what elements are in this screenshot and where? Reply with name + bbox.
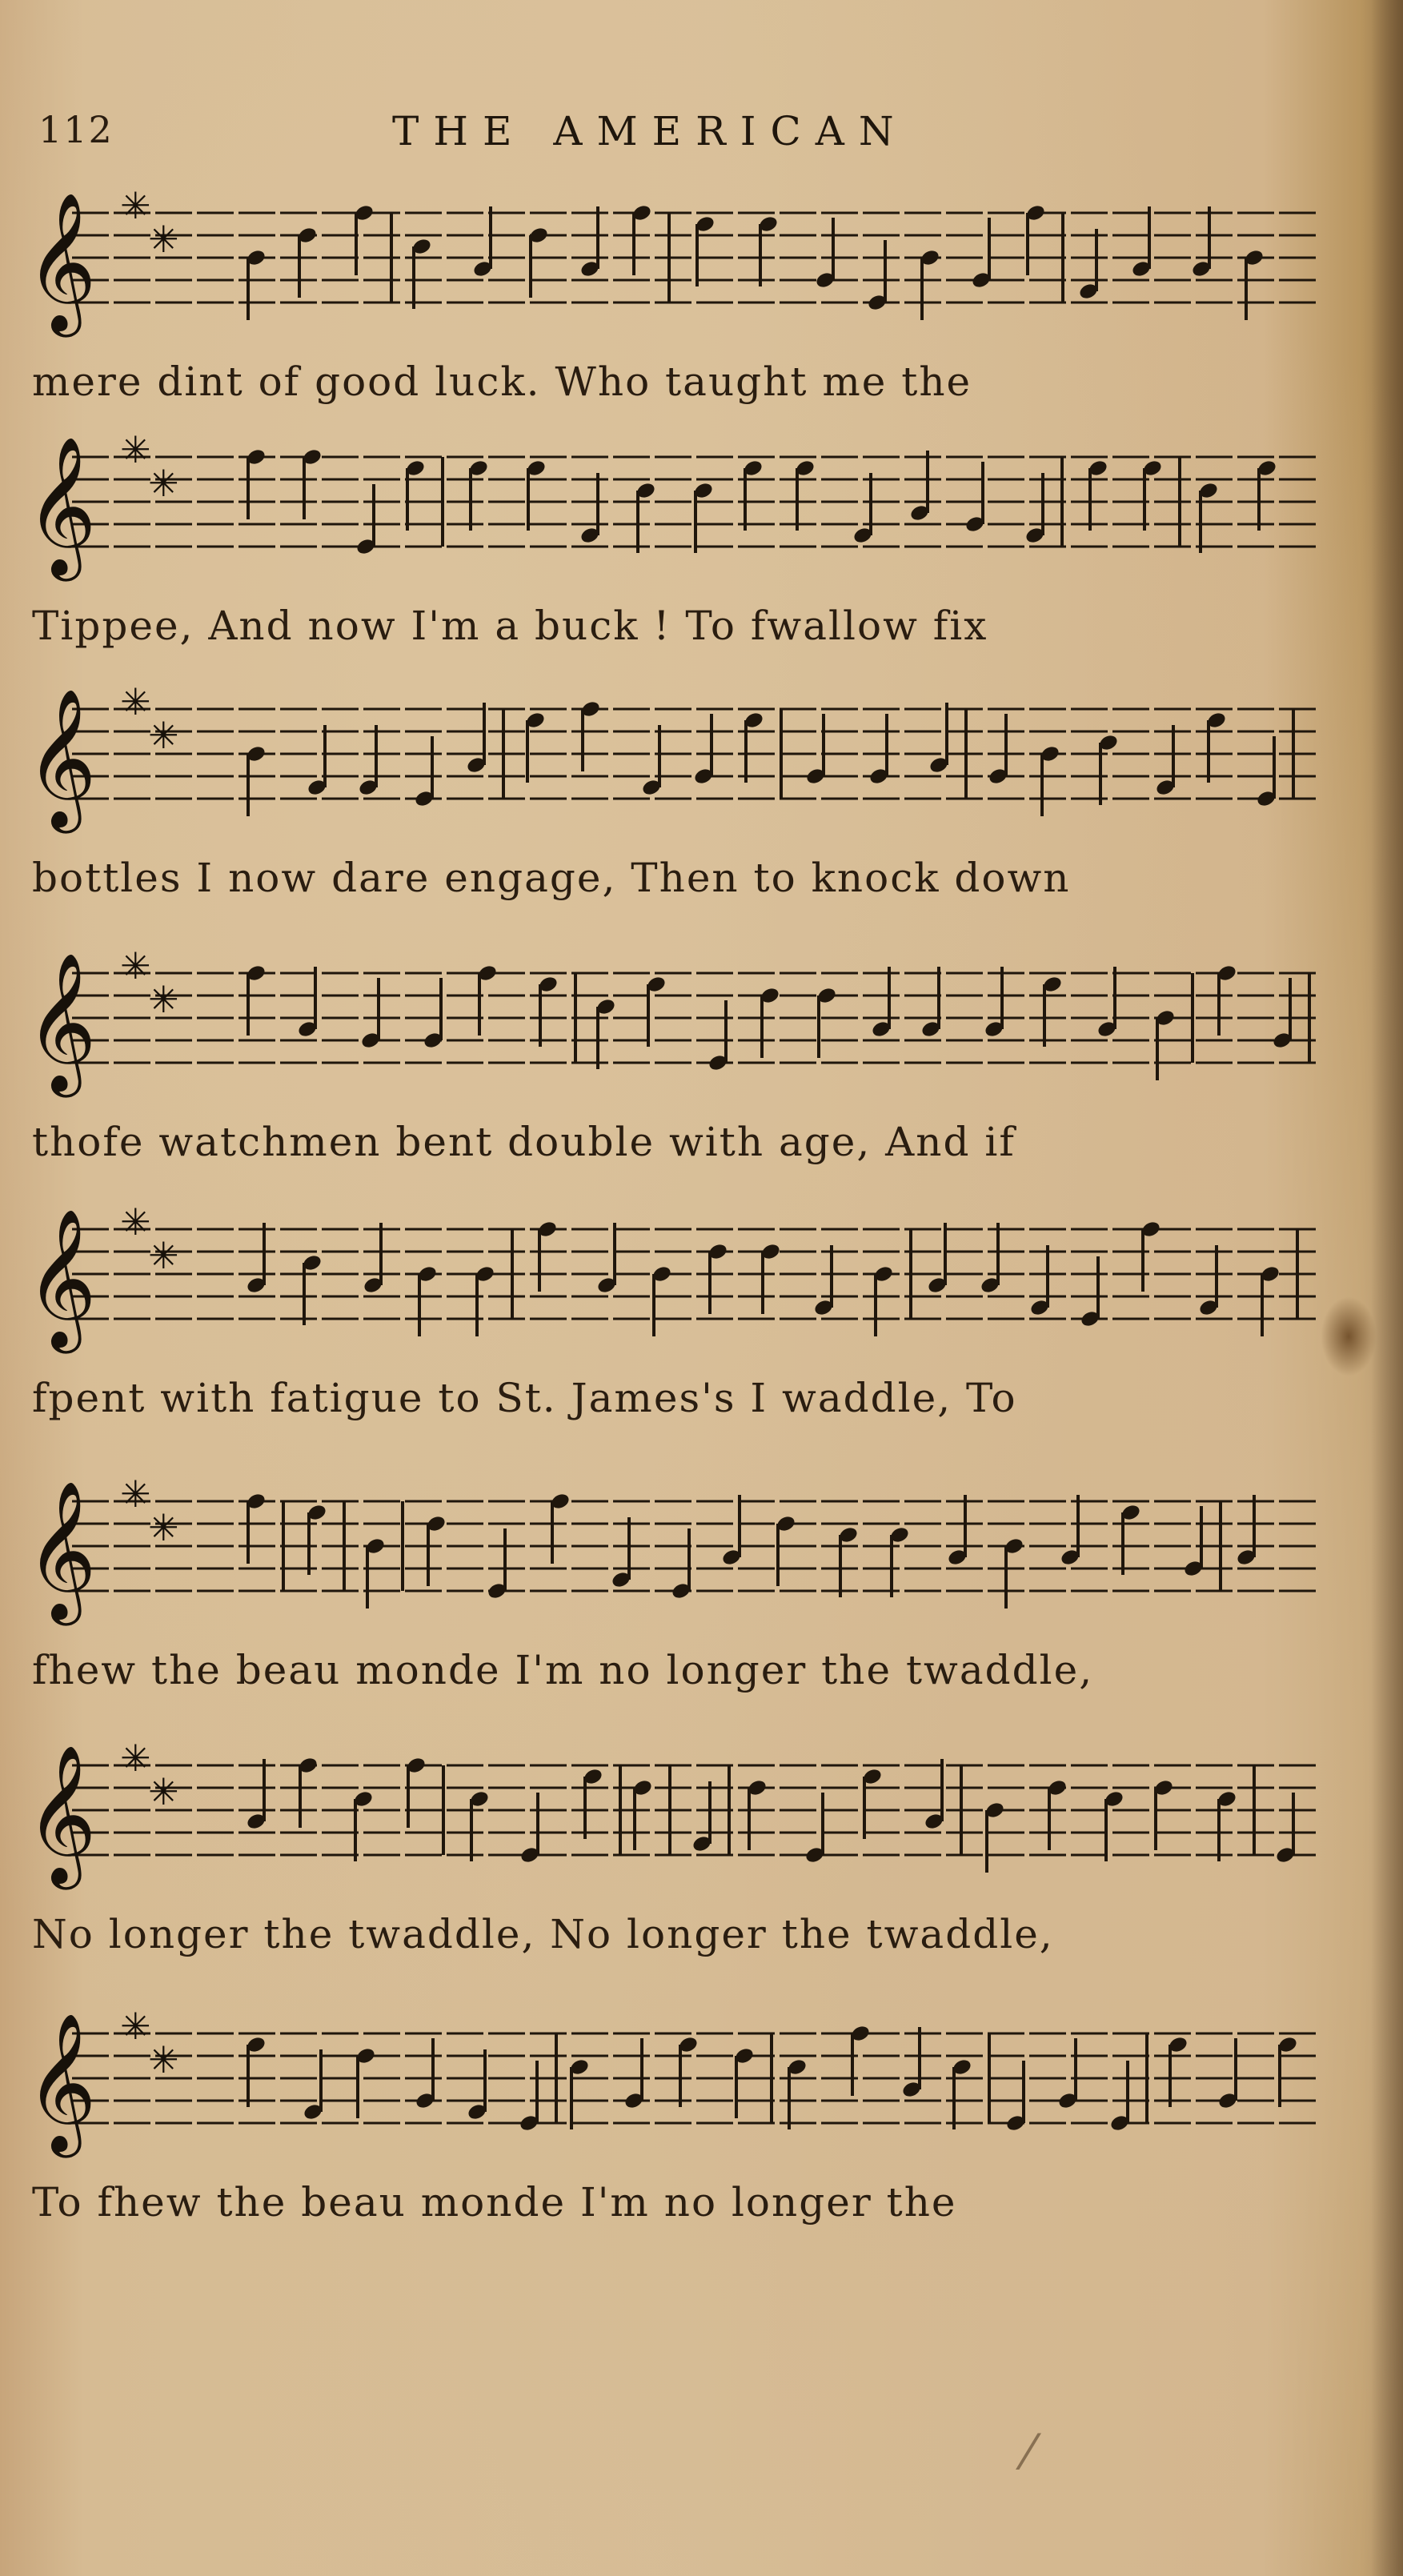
sharp-icon: ✳ [120,680,151,723]
sharp-icon: ✳ [120,2005,151,2048]
music-system-4 [26,944,1297,1165]
sharp-icon: ✳ [120,184,151,227]
lyric-line: fpent with fatigue to St. James's I waddle, To [32,1375,1017,1421]
page-header [0,108,1403,156]
music-system-7 [26,1737,1297,1957]
staff [72,1757,1321,1877]
treble-clef-icon: 𝄞 [26,192,97,331]
sharp-icon: ✳ [120,428,151,471]
sharp-icon: ✳ [148,2038,179,2081]
lyric-line: mere dint of good luck. Who taught me the [32,359,972,405]
music-system-6 [26,1472,1297,1693]
sharp-icon: ✳ [120,1472,151,1516]
staff [72,205,1321,325]
music-system-3 [26,680,1297,901]
page-edge-shadow [1371,0,1403,2576]
staff [72,701,1321,821]
running-head: THE AMERICAN [392,108,908,154]
treble-clef-icon: 𝄞 [26,1480,97,1620]
treble-clef-icon: 𝄞 [26,688,97,827]
sharp-icon: ✳ [120,1200,151,1244]
ink-stain [1321,1296,1377,1376]
treble-clef-icon: 𝄞 [26,436,97,575]
music-system-8 [26,2005,1297,2225]
staff [72,965,1321,1085]
lyric-line: fhew the beau monde I'm no longer the twaddle, [32,1647,1094,1693]
sharp-icon: ✳ [148,462,179,505]
sharp-icon: ✳ [148,218,179,261]
staff [72,449,1321,569]
lyric-line: thofe watchmen bent double with age, And if [32,1119,1016,1165]
staff [72,2025,1321,2145]
music-system-1 [26,184,1297,405]
lyric-line: bottles I now dare engage, Then to knock down [32,855,1071,901]
sharp-icon: ✳ [148,1506,179,1549]
staff [72,1493,1321,1613]
treble-clef-icon: 𝄞 [26,952,97,1092]
lyric-line: Tippee, And now I'm a buck ! To fwallow fix [32,603,988,649]
music-system-2 [26,428,1297,649]
sharp-icon: ✳ [148,714,179,757]
sharp-icon: ✳ [148,1234,179,1277]
treble-clef-icon: 𝄞 [26,2013,97,2152]
sharp-icon: ✳ [148,1770,179,1813]
staff [72,1221,1321,1341]
lyric-line: To fhew the beau monde I'm no longer the [32,2179,957,2225]
sharp-icon: ✳ [120,1737,151,1780]
treble-clef-icon: 𝄞 [26,1208,97,1348]
treble-clef-icon: 𝄞 [26,1745,97,1884]
sharp-icon: ✳ [120,944,151,988]
lyric-line: No longer the twaddle, No longer the twaddle, [32,1911,1054,1957]
sharp-icon: ✳ [148,978,179,1021]
music-system-5 [26,1200,1297,1421]
ink-mark: ⁄ [1024,2425,1033,2481]
page-number: 112 [38,108,114,151]
